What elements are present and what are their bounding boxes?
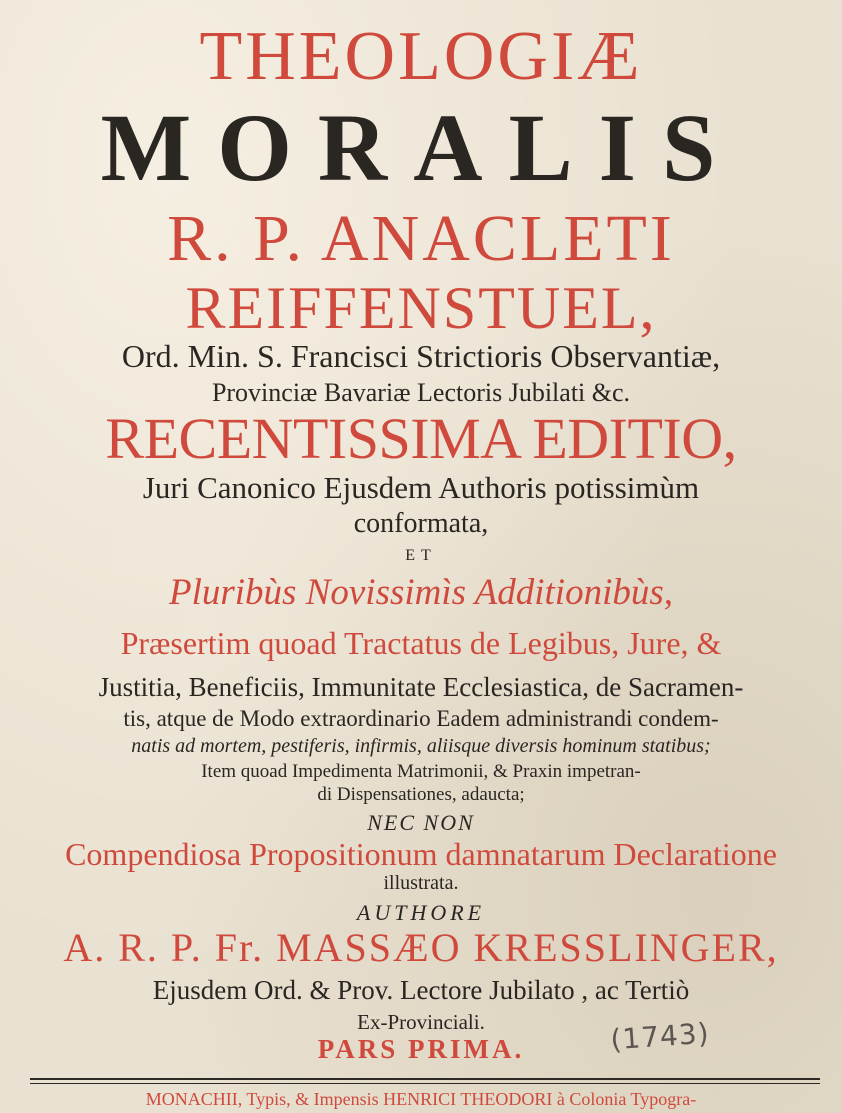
order-line: Ord. Min. S. Francisci Strictioris Observantiæ, xyxy=(121,338,721,374)
content-line-2: tis, atque de Modo extraordinario Eadem administrandi condem- xyxy=(123,706,719,731)
edition-line: RECENTISSIMA EDITIO, xyxy=(105,406,737,471)
imprint-rule-top xyxy=(30,1078,820,1080)
handwritten-date-note: (1743) xyxy=(609,1016,711,1057)
nec-non-line: NEC NON xyxy=(367,810,475,835)
content-line-3: natis ad mortem, pestiferis, infirmis, aliisque diversis hominum statibus; xyxy=(131,735,711,757)
subtitle-line-2: conformata, xyxy=(353,508,489,539)
volume-line: PARS PRIMA. xyxy=(317,1034,525,1064)
title-line-moralis: MORALIS xyxy=(100,94,742,201)
content-line-5: di Dispensationes, adaucta; xyxy=(317,784,525,805)
second-author-line: A. R. P. Fr. MASSÆO KRESSLINGER, xyxy=(63,925,779,970)
subtitle-line-1: Juri Canonico Ejusdem Authoris potissimùm xyxy=(142,470,700,505)
second-author-title-line: Ejusdem Ord. & Prov. Lectore Jubilato , ac Tertiò xyxy=(152,975,690,1005)
conjunction-et: ET xyxy=(405,547,437,564)
content-line-4: Item quoad Impedimenta Matrimonii, & Praxin impetran- xyxy=(201,761,641,782)
illustrata-line: illustrata. xyxy=(383,872,459,894)
province-line: Provinciæ Bavariæ Lectoris Jubilati &c. xyxy=(211,378,631,407)
imprint-line: MONACHII, Typis, & Impensis HENRICI THEODORI à Colonia Typogra- xyxy=(145,1089,697,1109)
ex-provinciali-line: Ex-Provinciali. xyxy=(357,1010,485,1034)
content-line-1: Justitia, Beneficiis, Immunitate Ecclesiastica, de Sacramen- xyxy=(98,672,744,702)
author-line-anacleti: R. P. ANACLETI xyxy=(167,202,675,275)
authore-line: AUTHORE xyxy=(356,900,486,925)
title-line-theologiae: THEOLOGIÆ xyxy=(199,18,643,95)
additions-line: Pluribùs Novissimìs Additionibùs, xyxy=(168,572,674,613)
praesertim-line: Præsertim quoad Tractatus de Legibus, Jure, & xyxy=(120,625,722,661)
author-line-reiffenstuel: REIFFENSTUEL, xyxy=(185,275,657,341)
compendiosa-line: Compendiosa Propositionum damnatarum Declaratione xyxy=(65,836,777,872)
imprint-rule-bottom xyxy=(30,1083,820,1084)
